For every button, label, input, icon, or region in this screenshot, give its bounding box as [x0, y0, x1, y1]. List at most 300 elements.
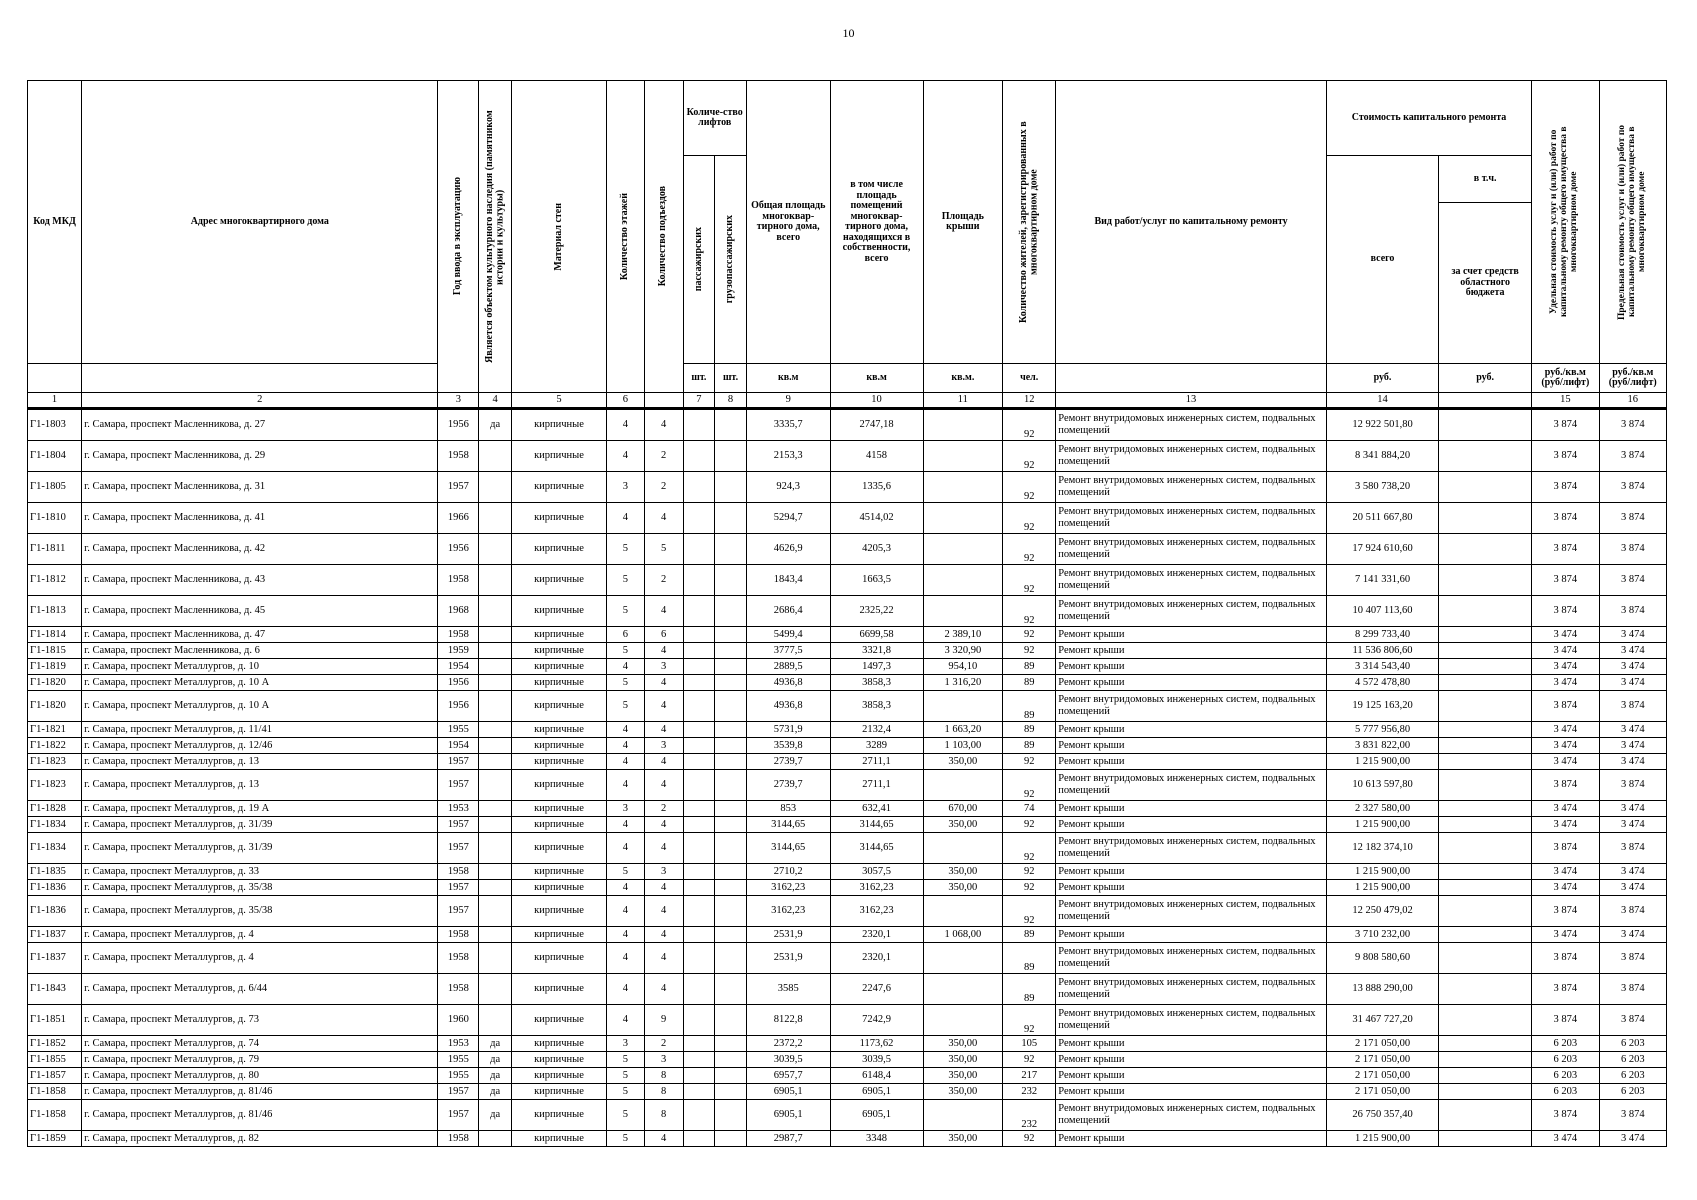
cell-lifts-cargo — [715, 565, 747, 596]
cell-work: Ремонт крыши — [1056, 1131, 1327, 1147]
cell-cost-total: 2 171 050,00 — [1326, 1036, 1438, 1052]
cell-year: 1958 — [438, 1131, 479, 1147]
cell-residents: 105 — [1003, 1036, 1056, 1052]
cell-area-owned: 2320,1 — [830, 943, 923, 974]
cell-heritage — [479, 864, 512, 880]
cell-entrances: 4 — [644, 927, 683, 943]
cell-lifts-cargo — [715, 472, 747, 503]
cell-floors: 4 — [606, 659, 644, 675]
header-cost-total: всего — [1326, 156, 1438, 364]
cell-cost-total: 4 572 478,80 — [1326, 675, 1438, 691]
cell-wall: кирпичные — [512, 738, 607, 754]
cell-area-total: 2739,7 — [746, 754, 830, 770]
cell-code: Г1-1805 — [28, 472, 82, 503]
cell-address: г. Самара, проспект Металлургов, д. 73 — [82, 1005, 438, 1036]
cell-address: г. Самара, проспект Металлургов, д. 10 А — [82, 691, 438, 722]
cell-cost-regional — [1439, 441, 1532, 472]
unit-lifts-pass: шт. — [683, 364, 715, 393]
header-roof: Площадь крыши — [923, 81, 1003, 364]
cell-cost-total: 17 924 610,60 — [1326, 534, 1438, 565]
cell-unit-cost: 6 203 — [1532, 1068, 1599, 1084]
cell-floors: 4 — [606, 943, 644, 974]
cell-wall: кирпичные — [512, 1100, 607, 1131]
cell-residents: 89 — [1003, 943, 1056, 974]
cell-roof: 3 320,90 — [923, 643, 1003, 659]
cell-heritage — [479, 1005, 512, 1036]
units-row — [28, 364, 1667, 393]
cell-cost-total: 1 215 900,00 — [1326, 880, 1438, 896]
cell-heritage — [479, 565, 512, 596]
cell-wall: кирпичные — [512, 1036, 607, 1052]
cell-year: 1956 — [438, 409, 479, 441]
cell-year: 1968 — [438, 596, 479, 627]
cell-area-owned: 2247,6 — [830, 974, 923, 1005]
cell-wall: кирпичные — [512, 770, 607, 801]
cell-unit-cost: 3 874 — [1532, 565, 1599, 596]
cell-heritage — [479, 534, 512, 565]
cell-area-owned: 3321,8 — [830, 643, 923, 659]
cell-residents: 89 — [1003, 722, 1056, 738]
header-max-cost: Предельная стоимость услуг и (или) работ по капитальному ремонту общего имущества в многоквартирном доме — [1599, 81, 1666, 364]
cell-max-cost: 3 874 — [1599, 1005, 1666, 1036]
cell-cost-regional — [1439, 738, 1532, 754]
cell-residents: 92 — [1003, 534, 1056, 565]
cell-unit-cost: 3 474 — [1532, 1131, 1599, 1147]
cell-floors: 5 — [606, 1131, 644, 1147]
cell-area-owned: 2320,1 — [830, 927, 923, 943]
cell-cost-total: 26 750 357,40 — [1326, 1100, 1438, 1131]
cell-cost-total: 31 467 727,20 — [1326, 1005, 1438, 1036]
cell-residents: 92 — [1003, 896, 1056, 927]
cell-unit-cost: 3 874 — [1532, 596, 1599, 627]
unit-roof: кв.м. — [923, 364, 1003, 393]
cell-lifts-cargo — [715, 441, 747, 472]
cell-year: 1957 — [438, 770, 479, 801]
table-row — [28, 738, 1667, 754]
cell-work: Ремонт крыши — [1056, 754, 1327, 770]
cell-residents: 92 — [1003, 441, 1056, 472]
cell-unit-cost: 3 874 — [1532, 503, 1599, 534]
cell-year: 1953 — [438, 801, 479, 817]
cell-area-total: 3162,23 — [746, 880, 830, 896]
table-row — [28, 1068, 1667, 1084]
unit-cost-regional: руб. — [1439, 364, 1532, 393]
cell-max-cost: 3 474 — [1599, 754, 1666, 770]
cell-entrances: 3 — [644, 864, 683, 880]
cell-residents: 89 — [1003, 738, 1056, 754]
cell-area-total: 924,3 — [746, 472, 830, 503]
cell-code: Г1-1819 — [28, 659, 82, 675]
cell-area-owned: 3858,3 — [830, 691, 923, 722]
cell-entrances: 4 — [644, 409, 683, 441]
cell-cost-total: 8 341 884,20 — [1326, 441, 1438, 472]
cell-unit-cost: 3 874 — [1532, 1005, 1599, 1036]
cell-year: 1958 — [438, 441, 479, 472]
cell-area-total: 2153,3 — [746, 441, 830, 472]
cell-max-cost: 3 874 — [1599, 441, 1666, 472]
cell-residents: 92 — [1003, 565, 1056, 596]
cell-cost-regional — [1439, 596, 1532, 627]
cell-wall: кирпичные — [512, 534, 607, 565]
cell-cost-regional — [1439, 974, 1532, 1005]
cell-code: Г1-1815 — [28, 643, 82, 659]
cell-lifts-pass — [683, 896, 715, 927]
cell-address: г. Самара, проспект Металлургов, д. 81/46 — [82, 1084, 438, 1100]
cell-lifts-cargo — [715, 880, 747, 896]
cell-area-owned: 2747,18 — [830, 409, 923, 441]
cell-lifts-pass — [683, 1068, 715, 1084]
cell-cost-total: 1 215 900,00 — [1326, 864, 1438, 880]
cell-year: 1957 — [438, 754, 479, 770]
table-row — [28, 1100, 1667, 1131]
unit-cost-total: руб. — [1326, 364, 1438, 393]
cell-floors: 3 — [606, 472, 644, 503]
cell-heritage — [479, 675, 512, 691]
cell-lifts-pass — [683, 1052, 715, 1068]
cell-cost-total: 12 182 374,10 — [1326, 833, 1438, 864]
cell-cost-total: 13 888 290,00 — [1326, 974, 1438, 1005]
cell-residents: 92 — [1003, 643, 1056, 659]
cell-code: Г1-1837 — [28, 927, 82, 943]
cell-unit-cost: 3 874 — [1532, 1100, 1599, 1131]
cell-area-total: 4626,9 — [746, 534, 830, 565]
cell-address: г. Самара, проспект Металлургов, д. 12/46 — [82, 738, 438, 754]
cell-cost-total: 20 511 667,80 — [1326, 503, 1438, 534]
cell-roof: 2 389,10 — [923, 627, 1003, 643]
cell-lifts-cargo — [715, 943, 747, 974]
cell-lifts-cargo — [715, 864, 747, 880]
cell-year: 1955 — [438, 722, 479, 738]
cell-area-total: 3162,23 — [746, 896, 830, 927]
cell-residents: 92 — [1003, 880, 1056, 896]
cell-code: Г1-1804 — [28, 441, 82, 472]
table-row — [28, 1131, 1667, 1147]
cell-area-total: 6905,1 — [746, 1100, 830, 1131]
header-area-total: Общая площадь многоквар-тирного дома, всего — [746, 81, 830, 364]
cell-address: г. Самара, проспект Металлургов, д. 10 — [82, 659, 438, 675]
cell-unit-cost: 3 474 — [1532, 864, 1599, 880]
cell-lifts-pass — [683, 864, 715, 880]
cell-unit-cost: 3 474 — [1532, 801, 1599, 817]
cell-year: 1958 — [438, 943, 479, 974]
cell-lifts-pass — [683, 754, 715, 770]
cell-floors: 4 — [606, 833, 644, 864]
cell-area-owned: 1497,3 — [830, 659, 923, 675]
cell-heritage — [479, 896, 512, 927]
cell-heritage — [479, 503, 512, 534]
cell-code: Г1-1843 — [28, 974, 82, 1005]
cell-address: г. Самара, проспект Масленникова, д. 27 — [82, 409, 438, 441]
cell-unit-cost: 3 874 — [1532, 441, 1599, 472]
header-cost: Стоимость капитального ремонта — [1326, 81, 1531, 156]
cell-floors: 6 — [606, 627, 644, 643]
cell-area-total: 2739,7 — [746, 770, 830, 801]
cell-code: Г1-1822 — [28, 738, 82, 754]
cell-residents: 92 — [1003, 754, 1056, 770]
cell-area-total: 1843,4 — [746, 565, 830, 596]
cell-lifts-pass — [683, 534, 715, 565]
cell-area-owned: 1335,6 — [830, 472, 923, 503]
cell-heritage — [479, 974, 512, 1005]
cell-code: Г1-1834 — [28, 817, 82, 833]
cell-address: г. Самара, проспект Металлургов, д. 4 — [82, 943, 438, 974]
cell-roof: 350,00 — [923, 754, 1003, 770]
cell-max-cost: 3 474 — [1599, 627, 1666, 643]
cell-code: Г1-1855 — [28, 1052, 82, 1068]
cell-work: Ремонт внутридомовых инженерных систем, подвальных помещений — [1056, 409, 1327, 441]
column-numbers-row: 1 2 3 4 5 6 7 8 9 10 11 12 13 14 15 16 — [28, 393, 1667, 409]
cell-year: 1958 — [438, 627, 479, 643]
cell-cost-regional — [1439, 472, 1532, 503]
table-row — [28, 441, 1667, 472]
cell-code: Г1-1859 — [28, 1131, 82, 1147]
cell-cost-regional — [1439, 627, 1532, 643]
cell-area-owned: 2711,1 — [830, 770, 923, 801]
cell-area-owned: 3858,3 — [830, 675, 923, 691]
cell-lifts-pass — [683, 722, 715, 738]
cell-entrances: 8 — [644, 1068, 683, 1084]
cell-lifts-pass — [683, 643, 715, 659]
cell-area-total: 3144,65 — [746, 833, 830, 864]
table-row — [28, 896, 1667, 927]
cell-code: Г1-1828 — [28, 801, 82, 817]
cell-cost-total: 1 215 900,00 — [1326, 754, 1438, 770]
cell-max-cost: 3 874 — [1599, 409, 1666, 441]
cell-cost-total: 12 250 479,02 — [1326, 896, 1438, 927]
cell-roof: 350,00 — [923, 1036, 1003, 1052]
cell-roof: 1 316,20 — [923, 675, 1003, 691]
cell-max-cost: 3 874 — [1599, 974, 1666, 1005]
cell-max-cost: 3 474 — [1599, 927, 1666, 943]
cell-work: Ремонт крыши — [1056, 1068, 1327, 1084]
cell-floors: 4 — [606, 1005, 644, 1036]
cell-wall: кирпичные — [512, 409, 607, 441]
cell-unit-cost: 3 874 — [1532, 974, 1599, 1005]
cell-cost-regional — [1439, 691, 1532, 722]
cell-heritage — [479, 754, 512, 770]
cell-lifts-pass — [683, 596, 715, 627]
cell-wall: кирпичные — [512, 565, 607, 596]
cell-heritage — [479, 643, 512, 659]
cell-address: г. Самара, проспект Масленникова, д. 6 — [82, 643, 438, 659]
cell-lifts-cargo — [715, 770, 747, 801]
cell-work: Ремонт внутридомовых инженерных систем, подвальных помещений — [1056, 472, 1327, 503]
cell-cost-regional — [1439, 659, 1532, 675]
cell-residents: 89 — [1003, 927, 1056, 943]
cell-unit-cost: 3 474 — [1532, 643, 1599, 659]
cell-cost-regional — [1439, 817, 1532, 833]
cell-work: Ремонт внутридомовых инженерных систем, подвальных помещений — [1056, 534, 1327, 565]
cell-work: Ремонт крыши — [1056, 927, 1327, 943]
cell-lifts-pass — [683, 1100, 715, 1131]
cell-floors: 5 — [606, 675, 644, 691]
cell-floors: 4 — [606, 896, 644, 927]
cell-lifts-cargo — [715, 801, 747, 817]
cell-heritage — [479, 833, 512, 864]
cell-floors: 5 — [606, 643, 644, 659]
cell-wall: кирпичные — [512, 927, 607, 943]
cell-entrances: 4 — [644, 691, 683, 722]
cell-max-cost: 3 474 — [1599, 722, 1666, 738]
cell-max-cost: 6 203 — [1599, 1036, 1666, 1052]
cell-address: г. Самара, проспект Масленникова, д. 42 — [82, 534, 438, 565]
cell-wall: кирпичные — [512, 1084, 607, 1100]
cell-roof: 1 068,00 — [923, 927, 1003, 943]
cell-unit-cost: 3 874 — [1532, 770, 1599, 801]
header-cost-incl: в т.ч. — [1439, 156, 1532, 203]
cell-lifts-cargo — [715, 627, 747, 643]
cell-code: Г1-1820 — [28, 675, 82, 691]
cell-wall: кирпичные — [512, 1005, 607, 1036]
cell-floors: 3 — [606, 801, 644, 817]
table-row — [28, 880, 1667, 896]
cell-cost-total: 2 171 050,00 — [1326, 1052, 1438, 1068]
cell-cost-regional — [1439, 534, 1532, 565]
cell-lifts-pass — [683, 1005, 715, 1036]
cell-roof — [923, 503, 1003, 534]
table-row — [28, 1005, 1667, 1036]
cell-lifts-pass — [683, 1131, 715, 1147]
cell-year: 1960 — [438, 1005, 479, 1036]
cell-area-owned: 4205,3 — [830, 534, 923, 565]
cell-floors: 4 — [606, 974, 644, 1005]
cell-work: Ремонт внутридомовых инженерных систем, подвальных помещений — [1056, 596, 1327, 627]
cell-work: Ремонт внутридомовых инженерных систем, подвальных помещений — [1056, 896, 1327, 927]
cell-address: г. Самара, проспект Масленникова, д. 45 — [82, 596, 438, 627]
cell-address: г. Самара, проспект Масленникова, д. 43 — [82, 565, 438, 596]
header-unit-cost: Удельная стоимость услуг и (или) работ по капитальному ремонту общего имущества в многоквартирном доме — [1532, 81, 1599, 364]
cell-floors: 4 — [606, 927, 644, 943]
cell-wall: кирпичные — [512, 754, 607, 770]
cell-area-total: 3039,5 — [746, 1052, 830, 1068]
cell-area-total: 3777,5 — [746, 643, 830, 659]
cell-residents: 232 — [1003, 1084, 1056, 1100]
cell-wall: кирпичные — [512, 659, 607, 675]
cell-cost-regional — [1439, 1068, 1532, 1084]
cell-residents: 92 — [1003, 833, 1056, 864]
cell-cost-regional — [1439, 943, 1532, 974]
table-row — [28, 565, 1667, 596]
cell-cost-regional — [1439, 1036, 1532, 1052]
cell-year: 1957 — [438, 817, 479, 833]
cell-cost-total: 2 171 050,00 — [1326, 1068, 1438, 1084]
cell-address: г. Самара, проспект Металлургов, д. 11/41 — [82, 722, 438, 738]
unit-area-owned: кв.м — [830, 364, 923, 393]
cell-code: Г1-1835 — [28, 864, 82, 880]
cell-floors: 5 — [606, 864, 644, 880]
cell-floors: 4 — [606, 738, 644, 754]
cell-address: г. Самара, проспект Металлургов, д. 13 — [82, 770, 438, 801]
cell-unit-cost: 3 874 — [1532, 691, 1599, 722]
cell-cost-regional — [1439, 880, 1532, 896]
cell-unit-cost: 6 203 — [1532, 1084, 1599, 1100]
cell-floors: 4 — [606, 409, 644, 441]
table-row — [28, 691, 1667, 722]
cell-wall: кирпичные — [512, 833, 607, 864]
cell-floors: 5 — [606, 565, 644, 596]
cell-area-owned: 6905,1 — [830, 1100, 923, 1131]
cell-area-owned: 1173,62 — [830, 1036, 923, 1052]
table-row — [28, 659, 1667, 675]
cell-year: 1966 — [438, 503, 479, 534]
cell-area-owned: 2132,4 — [830, 722, 923, 738]
cell-area-total: 3585 — [746, 974, 830, 1005]
cell-max-cost: 3 874 — [1599, 833, 1666, 864]
cell-wall: кирпичные — [512, 1131, 607, 1147]
cell-address: г. Самара, проспект Металлургов, д. 35/38 — [82, 880, 438, 896]
cell-code: Г1-1811 — [28, 534, 82, 565]
cell-work: Ремонт крыши — [1056, 643, 1327, 659]
cell-entrances: 4 — [644, 833, 683, 864]
cell-lifts-pass — [683, 627, 715, 643]
cell-cost-regional — [1439, 503, 1532, 534]
cell-roof: 1 663,20 — [923, 722, 1003, 738]
cell-cost-regional — [1439, 1052, 1532, 1068]
cell-work: Ремонт внутридомовых инженерных систем, подвальных помещений — [1056, 441, 1327, 472]
cell-code: Г1-1814 — [28, 627, 82, 643]
cell-area-total: 2987,7 — [746, 1131, 830, 1147]
cell-work: Ремонт крыши — [1056, 880, 1327, 896]
header-address: Адрес многоквартирного дома — [82, 81, 438, 364]
cell-cost-regional — [1439, 1005, 1532, 1036]
cell-entrances: 2 — [644, 801, 683, 817]
cell-year: 1957 — [438, 1084, 479, 1100]
cell-lifts-pass — [683, 1084, 715, 1100]
cell-lifts-cargo — [715, 1100, 747, 1131]
cell-lifts-cargo — [715, 722, 747, 738]
cell-heritage: да — [479, 1100, 512, 1131]
cell-lifts-pass — [683, 441, 715, 472]
cell-year: 1958 — [438, 927, 479, 943]
cell-roof: 670,00 — [923, 801, 1003, 817]
cell-cost-total: 8 299 733,40 — [1326, 627, 1438, 643]
cell-address: г. Самара, проспект Масленникова, д. 29 — [82, 441, 438, 472]
cell-work: Ремонт крыши — [1056, 801, 1327, 817]
cell-lifts-cargo — [715, 927, 747, 943]
cell-floors: 3 — [606, 1036, 644, 1052]
cell-lifts-cargo — [715, 596, 747, 627]
cell-work: Ремонт крыши — [1056, 738, 1327, 754]
cell-area-total: 853 — [746, 801, 830, 817]
table-row — [28, 643, 1667, 659]
cell-max-cost: 3 874 — [1599, 691, 1666, 722]
cell-entrances: 2 — [644, 472, 683, 503]
cell-heritage — [479, 472, 512, 503]
cell-lifts-cargo — [715, 817, 747, 833]
cell-area-total: 4936,8 — [746, 691, 830, 722]
table-row — [28, 974, 1667, 1005]
cell-cost-regional — [1439, 833, 1532, 864]
cell-address: г. Самара, проспект Масленникова, д. 31 — [82, 472, 438, 503]
cell-code: Г1-1836 — [28, 880, 82, 896]
header-cost-regional: за счет средств областного бюджета — [1439, 203, 1532, 364]
cell-year: 1955 — [438, 1052, 479, 1068]
cell-wall: кирпичные — [512, 801, 607, 817]
cell-cost-regional — [1439, 927, 1532, 943]
cell-area-owned: 632,41 — [830, 801, 923, 817]
cell-code: Г1-1820 — [28, 691, 82, 722]
cell-entrances: 4 — [644, 596, 683, 627]
cell-residents: 92 — [1003, 817, 1056, 833]
cell-heritage — [479, 659, 512, 675]
cell-area-total: 5499,4 — [746, 627, 830, 643]
cell-area-total: 5294,7 — [746, 503, 830, 534]
cell-entrances: 2 — [644, 565, 683, 596]
cell-heritage: да — [479, 1052, 512, 1068]
cell-lifts-cargo — [715, 1036, 747, 1052]
cell-roof: 350,00 — [923, 1084, 1003, 1100]
cell-floors: 4 — [606, 503, 644, 534]
